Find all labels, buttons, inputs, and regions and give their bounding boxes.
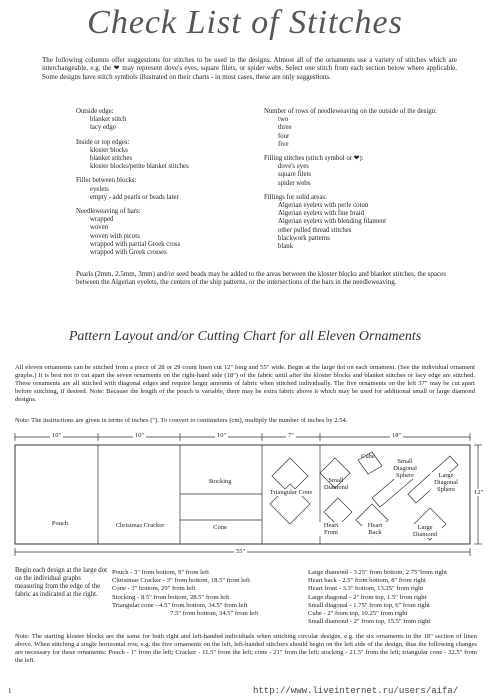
cube-label: Cube: [361, 453, 375, 460]
inches-note: Note: The instructions are given in terms of inches ("). To convert to centimeters (cm), multiply the number of inches by 2.54.: [15, 417, 348, 424]
cutting-chart-diagram: [0, 428, 490, 558]
small-diagonal-sphere-label: Small Diagonal Sphere: [388, 458, 422, 479]
start-position-line: Heart front - 3.3" bottom, 13.25" from right: [308, 585, 424, 593]
stitch-option: Algerian eyelets with perle coton: [278, 202, 369, 210]
start-position-line: Large diagonal - 2" from top, 1.5" from right: [308, 593, 427, 601]
christmas-cracker-label: Christmas Cracker: [115, 522, 165, 529]
stitch-option: eyelets: [90, 185, 109, 193]
stitch-group-heading: Filler between blocks:: [76, 177, 137, 185]
start-position-line: Triangular cone - 4.5" from bottom, 34.5" from left: [112, 601, 248, 609]
stitch-option: wrapped with partial Greek cross: [90, 240, 181, 248]
stitch-option: square filets: [278, 171, 312, 179]
dim-stocking-width: 10": [217, 432, 227, 439]
large-diagonal-sphere-label: Large Diagonal Sphere: [430, 472, 462, 493]
stitch-option: kloster blocks/petite blanket stitches: [90, 163, 189, 171]
stitch-group-heading: Filling stitches (stitch symbol or ❤):: [264, 155, 364, 163]
stitch-group: [76, 177, 256, 202]
start-position-line: Heart back - 2.5" from bottom, 8" from right: [308, 577, 426, 585]
section-subtitle: Pattern Layout and/or Cutting Chart for all Eleven Ornaments: [68, 329, 422, 344]
cut-list-left: [112, 569, 280, 618]
stitch-option: other pulled thread stitches: [278, 226, 352, 234]
start-position-line: Large diamond - 3.25" from bottom, 2.75"from right: [308, 569, 447, 576]
cut-list-right: [308, 569, 480, 626]
pearls-paragraph: Pearls (2mm, 2.5mm, 3mm) and/or seed beads may be added to the areas between the kloster blocks and blanket stitches, the spaces between the Algerian eyelets, the centers of the ship patterns, or the intersections of the bars in the needleweaving.: [76, 270, 446, 287]
start-position-line: Cube - 2" from top, 10.25" from right: [308, 610, 408, 618]
stitch-option: kloster blocks: [90, 146, 128, 154]
stitch-group-heading: Needleweaving of bars:: [76, 208, 141, 216]
page-title: Check List of Stitches: [87, 4, 403, 41]
stitch-option: blackwork patterns: [278, 234, 330, 242]
stitch-group-heading: Number of rows of needleweaving on the outside of the design:: [264, 108, 437, 115]
dim-height: 12": [474, 489, 484, 496]
stitch-option: Algerian eyelets with fine braid: [278, 210, 365, 218]
stitch-option: blanket stitch: [90, 116, 127, 124]
start-position-line: Small diamond - 2" from top, 15.5" from right: [308, 618, 431, 626]
page-number: 1: [8, 687, 12, 695]
stitch-group: [264, 108, 464, 149]
stitch-option: three: [278, 124, 292, 132]
stocking-label: Stocking: [208, 478, 232, 485]
right-stitch-column: [264, 108, 464, 257]
stitch-group-heading: Outside edge:: [76, 108, 114, 115]
stitch-option: empty - add pearls or beads later: [90, 193, 179, 201]
stitch-option: blank: [278, 243, 294, 251]
stitch-group-heading: Inside or top edges:: [76, 138, 130, 146]
triangular-cone-label: Triangular Cone: [264, 489, 318, 496]
stitch-option: dove's eyes: [278, 163, 309, 171]
begin-note: Begin each design at the large dot on the individual graphs measuring from the edge of the fabric as indicated at the right.: [15, 567, 107, 598]
left-handed-note: Note: The starting kloster blocks are the same for both right and left-handed individuals when stitching circular designs, e.g. the six ornaments in the 18" section of linen above. When stitching a single horizontal row, e.g. the five ornaments on the left, left-handed stitchers should begin on the left side of the design, thus the following changes are necessary for these ornaments: Pouch - 1" from the left; Cracker - 11.5" from the left; cone - 21" from the left; stocking - 21.5" from the left; triangular cone - 32.5" from the left.: [15, 633, 477, 664]
stitch-group: [76, 139, 256, 172]
stitch-group: [76, 108, 256, 133]
stitch-option: five: [278, 140, 289, 148]
start-position-line: Cone - 3" bottom, 29" from left: [112, 585, 196, 593]
all-eleven-paragraph: All eleven ornaments can be stitched from a piece of 28 or 29 count linen cut 12" long and 55" wide. Begin at the large dot on each ornament. (See the individual ornament graphs.) It is best not to cut apart the seven ornaments on the right-hand side (18") of the fabric until after the kloster blocks and blanket stitches or lacy edge are stitched. These ornaments are all stitched with diagonal edges and require larger amounts of fabric when stitched individually. The five ornaments on the left 37" may be cut apart before stitching, if desired. Note: Because the length of the pouch is variable, there may be extra fabric above it which may be used for additional small or large diamond designs.: [15, 364, 475, 403]
stitch-option: two: [278, 116, 289, 124]
dim-pouch-width: 10": [52, 432, 62, 439]
stitch-option: woven: [90, 224, 109, 232]
start-position-line: 7.5" from bottom, 34.5" from left: [170, 610, 259, 618]
stitch-option: Algerian eyelets with blending filament: [278, 218, 386, 226]
start-position-line: Small diagonal - 1.75" from top, 6" from right: [308, 601, 430, 609]
large-diamond-label: Large Diamond: [408, 524, 442, 538]
stitch-option: blanket stitches: [90, 155, 133, 163]
cone-label: Cone: [213, 524, 227, 531]
source-url: http://www.liveinternet.ru/users/aifa/: [253, 686, 459, 696]
pouch-label: Pouch: [51, 520, 69, 527]
stitch-group: [264, 155, 464, 188]
start-position-line: Pouch - 3" from bottom, 9" from left: [112, 569, 209, 576]
stitch-option: woven with picots: [90, 232, 140, 240]
small-diamond-label: Small Diamond: [323, 477, 349, 491]
stitch-option: lacy edge: [90, 124, 116, 132]
stitch-group-heading: Fillings for solid areas:: [264, 193, 327, 201]
stitch-option: four: [278, 132, 290, 140]
start-position-line: Christmas Cracker - 3" from bottom, 18.5" from left: [112, 577, 250, 585]
stitch-option: wrapped: [90, 216, 114, 224]
dim-right-width: 18": [392, 432, 402, 439]
heart-front-label: Heart Front: [318, 522, 344, 536]
stitch-group: [76, 208, 256, 257]
start-position-line: Stocking - 8.5" from bottom, 28.5" from left: [112, 593, 230, 601]
left-stitch-column: [76, 108, 256, 263]
stitch-group: [264, 194, 464, 251]
stitch-option: wrapped with Greek crosses: [90, 249, 167, 257]
dim-total-width: 55": [236, 548, 246, 555]
intro-paragraph: The following columns offer suggestions for stitches to be used in the designs. Almost all of the ornaments use a variety of stitches which are interchangeable, e.g. the ❤ may represent dove's eyes, square filets, or spider webs. Select one stitch from each section below where applicable. Some designs have stitch symbols illustrated on their charts - in most cases, these are only suggestions.: [42, 56, 457, 81]
stitch-option: spider webs: [278, 179, 311, 187]
dim-triangular-width: 7": [288, 432, 294, 439]
dim-cracker-width: 10": [135, 432, 145, 439]
heart-back-label: Heart Back: [362, 522, 388, 536]
